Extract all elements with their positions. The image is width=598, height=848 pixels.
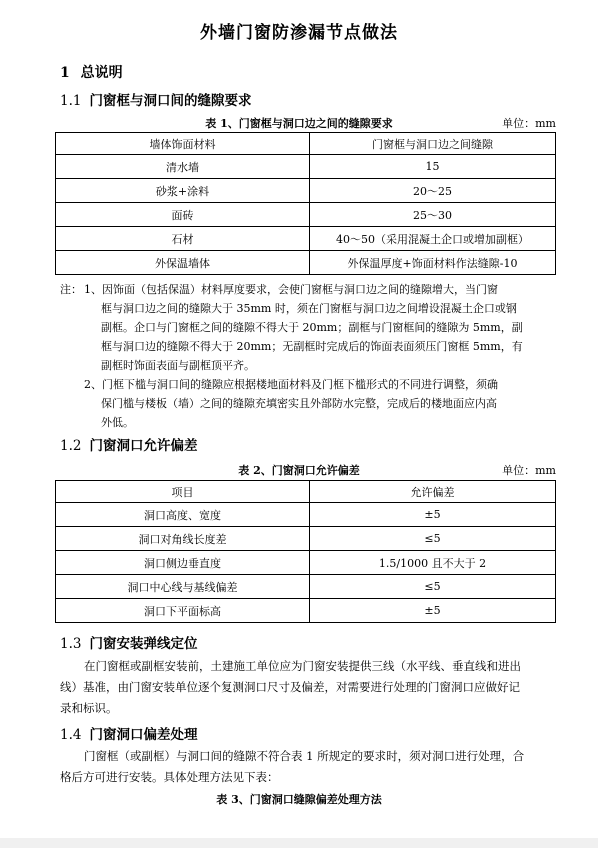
table-1-header-row [56,133,556,155]
table-cell: 洞口侧边垂直度 [56,551,310,575]
note-1 [84,280,564,432]
table-cell: 洞口中心线与基线偏差 [56,575,310,599]
section-1-3-paragraph [60,656,560,719]
section-1-4-heading [60,723,197,743]
table-row [56,503,556,527]
section-1-3-heading [60,632,197,652]
table-cell: 40～50（采用混凝土企口或增加副框） [310,227,556,251]
section-1-4-paragraph [60,746,560,788]
table-2-header-cell: 允许偏差 [310,481,556,503]
table-cell: 洞口高度、宽度 [56,503,310,527]
note-line: 保门槛与楼板（墙）之间的缝隙充填密实且外部防水完整，完成后的楼地面应内高 [101,397,497,410]
table-row [56,527,556,551]
table-row [56,599,556,623]
table-1-unit: 单位：mm [502,117,556,130]
table-cell: 外保温墙体 [56,251,310,275]
section-1-4-number: 1.4 [60,727,82,743]
notes-prefix: 注： [60,283,82,296]
table-2-unit: 单位：mm [502,464,556,477]
table-2-header-row [56,481,556,503]
table-1-header-cell: 门窗框与洞口边之间缝隙 [310,133,556,155]
note-line: 副框。企口与门窗框之间的缝隙不得大于 20mm；副框与门窗框间的缝隙为 5mm，副 [101,321,523,334]
section-1-3-title: 门窗安装弹线定位 [89,636,198,652]
table-2 [55,480,556,623]
table-cell: 面砖 [56,203,310,227]
table-cell: ±5 [310,503,556,527]
note-line: 框与洞口边的缝隙不得大于 20mm；无副框时完成后的饰面表面须压门窗框 5mm，有 [101,340,523,353]
note-line: 1、因饰面（包括保温）材料厚度要求，会使门窗框与洞口边之间的缝隙增大，当门窗 [84,283,498,296]
section-1-2-number: 1.2 [60,438,82,454]
table-cell: 洞口下平面标高 [56,599,310,623]
section-1-4-title: 门窗洞口偏差处理 [89,727,198,743]
table-cell: 砂浆+涂料 [56,179,310,203]
table-cell: ±5 [310,599,556,623]
table-row [56,203,556,227]
table-row [56,227,556,251]
note-line: 2、门框下槛与洞口间的缝隙应根据楼地面材料及门框下槛形式的不同进行调整，须确 [84,378,498,391]
paragraph-line: 在门窗框或副框安装前，土建施工单位应为门窗安装提供三线（水平线、垂直线和进出 [84,659,521,673]
table-cell: 外保温厚度+饰面材料作法缝隙-10 [310,251,556,275]
section-1-2-heading [60,434,197,454]
section-1-heading [60,62,123,82]
table-2-header-cell: 项目 [56,481,310,503]
table-row [56,179,556,203]
note-line: 框与洞口边之间的缝隙大于 35mm 时，须在门窗框与洞口边之间增设混凝土企口或钢 [101,302,517,315]
table-row [56,575,556,599]
table-cell: 25～30 [310,203,556,227]
section-1-3-number: 1.3 [60,636,82,652]
table-1 [55,132,556,275]
section-1-title: 总说明 [80,65,123,81]
table-3-caption: 表 3、门窗洞口缝隙偏差处理方法 [216,793,382,806]
paragraph-line: 格后方可进行安装。具体处理方法见下表： [60,770,279,784]
section-1-1-title: 门窗框与洞口间的缝隙要求 [89,93,252,109]
table-cell: 清水墙 [56,155,310,179]
table-cell: 1.5/1000 且不大于 2 [310,551,556,575]
table-row [56,155,556,179]
section-1-2-title: 门窗洞口允许偏差 [89,438,198,454]
paragraph-line: 线）基准，由门窗安装单位逐个复测洞口尺寸及偏差，对需要进行处理的门窗洞口应做好记 [60,680,520,694]
section-1-number: 1 [60,65,70,81]
table-cell: 洞口对角线长度差 [56,527,310,551]
document-title: 外墙门窗防渗漏节点做法 [200,23,398,43]
paragraph-line: 门窗框（或副框）与洞口间的缝隙不符合表 1 所规定的要求时，须对洞口进行处理，合 [84,749,525,763]
table-row [56,251,556,275]
section-1-1-number: 1.1 [60,93,82,109]
table-1-caption: 表 1、门窗框与洞口边之间的缝隙要求 [205,117,393,130]
table-cell: 石材 [56,227,310,251]
table-cell: 20～25 [310,179,556,203]
paragraph-line: 录和标识。 [60,701,118,715]
note-line: 副框时饰面表面与副框顶平齐。 [101,359,255,372]
table-2-caption: 表 2、门窗洞口允许偏差 [238,464,360,477]
table-cell: ≤5 [310,527,556,551]
table-row [56,551,556,575]
table-cell: 15 [310,155,556,179]
note-line: 外低。 [101,416,134,429]
table-1-header-cell: 墙体饰面材料 [56,133,310,155]
table-cell: ≤5 [310,575,556,599]
section-1-1-heading [60,89,251,109]
page-bottom-edge [0,838,598,848]
